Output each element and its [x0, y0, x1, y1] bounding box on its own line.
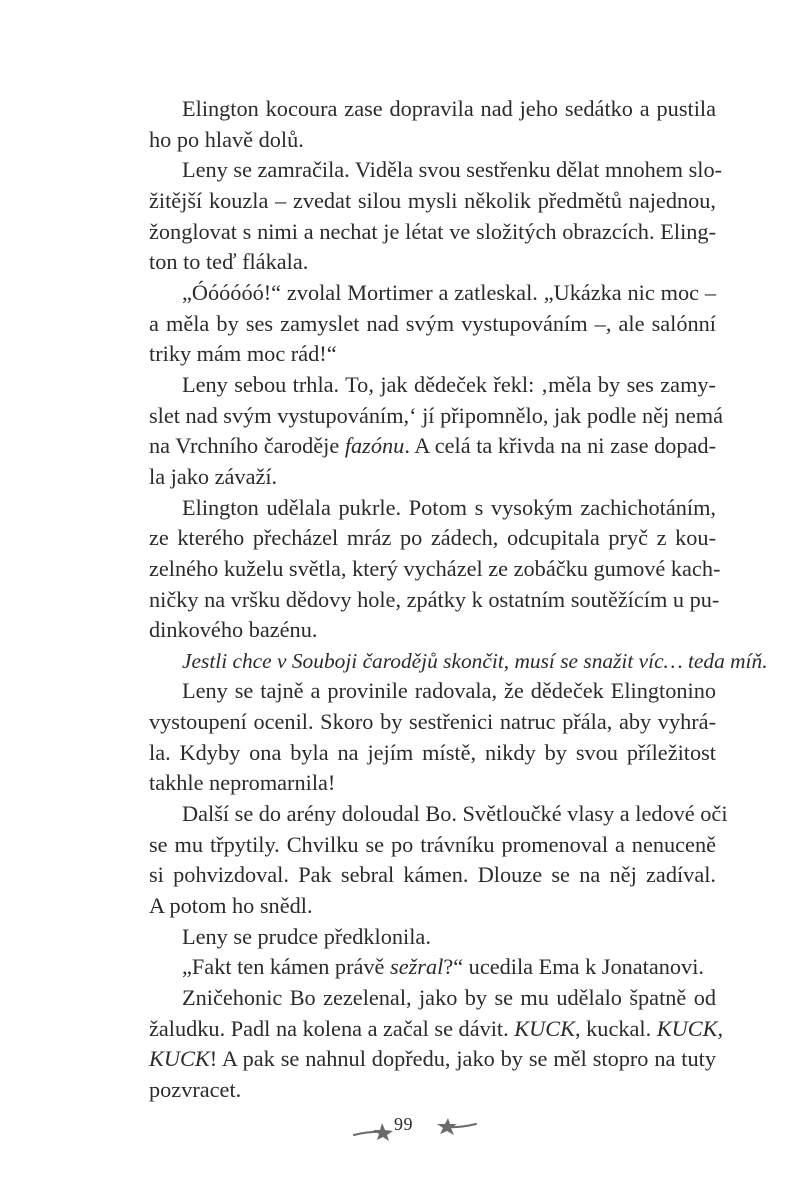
- text-line: la. Kdyby ona byla na jejím místě, nikdy by svou příležitost: [149, 739, 716, 765]
- emphasis-text: fazónu: [344, 433, 405, 459]
- text-line: se mu třpytily. Chvilku se po trávníku promenoval a nenuceně: [149, 831, 716, 857]
- paragraph: [116, 278, 716, 370]
- text-line: si pohvizdoval. Pak sebral kámen. Dlouze se na něj zadíval.: [149, 862, 716, 888]
- text-line: la jako závaží.: [149, 463, 278, 489]
- text-line: ton to teď flákala.: [149, 249, 309, 275]
- text-line: žitější kouzla – zvedat silou mysli několik předmětů najednou,: [149, 187, 716, 213]
- text-segment: na Vrchního čaroděje: [149, 433, 345, 459]
- paragraph: [116, 94, 716, 155]
- paragraph: [116, 922, 716, 953]
- text-line: Leny se zamračila. Viděla svou sestřenku dělat mnohem slo-: [182, 157, 723, 183]
- text-line: ničky na vršku dědovy hole, zpátky k ostatním soutěžícím u pu-: [149, 586, 720, 612]
- text-segment: žaludku. Padl na kolena a začal se dávit.: [149, 1015, 515, 1041]
- text-line: ze kterého přecházel mráz po zádech, odcupitala pryč z kou-: [149, 525, 716, 551]
- text-line: Leny se prudce předklonila.: [182, 923, 431, 949]
- paragraph: [116, 155, 723, 278]
- text-segment: ! A pak se nahnul dopředu, jako by se měl stopro na tuty: [209, 1046, 716, 1072]
- italic-thought-line: Jestli chce v Souboji čarodějů skončit, musí se snažit víc… teda míň.: [182, 648, 768, 673]
- text-line: [116, 431, 716, 462]
- text-line: Leny se tajně a provinile radovala, že dědeček Elingtonino: [182, 678, 716, 704]
- emphasis-text: KUCK: [514, 1015, 575, 1041]
- text-line: ho po hlavě dolů.: [149, 126, 304, 152]
- text-line: A potom ho snědl.: [149, 893, 313, 919]
- paragraph: [116, 799, 728, 922]
- text-line: žonglovat s nimi a nechat je létat ve složitých obrazcích. Eling-: [149, 218, 716, 244]
- text-line: Elington udělala pukrle. Potom s vysokým zachichotáním,: [182, 494, 716, 520]
- star-swoosh-icon: [428, 1116, 478, 1138]
- paragraph: [116, 370, 724, 493]
- page-footer: [0, 1110, 807, 1150]
- text-line: triky mám moc rád!“: [149, 341, 337, 367]
- text-line: a měla by ses zamyslet nad svým vystupováním –, ale salónní: [149, 310, 716, 336]
- text-line: [116, 1014, 724, 1045]
- text-line: Další se do arény doloudal Bo. Světloučké vlasy a ledové oči: [182, 801, 728, 827]
- text-line: pozvracet.: [149, 1077, 242, 1102]
- paragraph: [116, 983, 724, 1106]
- text-line: dinkového bazénu.: [149, 617, 318, 643]
- text-line: [116, 1044, 716, 1075]
- paragraph: [116, 952, 716, 983]
- text-line: Zničehonic Bo zezelenal, jako by se mu udělalo špatně od: [182, 985, 716, 1011]
- text-line: zelného kuželu světla, který vycházel ze zobáčku gumové kach-: [149, 555, 721, 581]
- text-line: Leny sebou trhla. To, jak dědeček řekl: ‚měla by ses zamy-: [182, 371, 716, 397]
- emphasis-text: sežral: [390, 954, 444, 980]
- text-line: „Óóóóóó!“ zvolal Mortimer a zatleskal. „Ukázka nic moc –: [182, 279, 716, 305]
- text-line: slet nad svým vystupováním,‘ jí připomnělo, jak podle něj nemá: [149, 402, 724, 428]
- text-line: takhle nepromarnila!: [149, 770, 336, 796]
- text-segment: , kuckal.: [575, 1015, 657, 1041]
- page-body: [116, 94, 768, 1106]
- paragraph: [116, 493, 721, 646]
- paragraph: [116, 676, 716, 799]
- text-segment: . A celá ta křivda na ni zase dopad-: [404, 433, 716, 459]
- text-segment: „Fakt ten kámen právě: [182, 954, 391, 980]
- text-segment: ?“ ucedila Ema k Jonatanovi.: [443, 954, 704, 980]
- text-line: vystoupení ocenil. Skoro by sestřenici natruc přála, aby vyhrá-: [149, 709, 716, 735]
- text-line: Elington kocoura zase dopravila nad jeho sedátko a pustila: [182, 96, 716, 121]
- emphasis-text: KUCK,: [656, 1015, 724, 1041]
- text-line: [116, 952, 716, 983]
- paragraph: [116, 646, 768, 677]
- emphasis-text: KUCK: [149, 1046, 210, 1072]
- page-number: 99: [394, 1114, 413, 1134]
